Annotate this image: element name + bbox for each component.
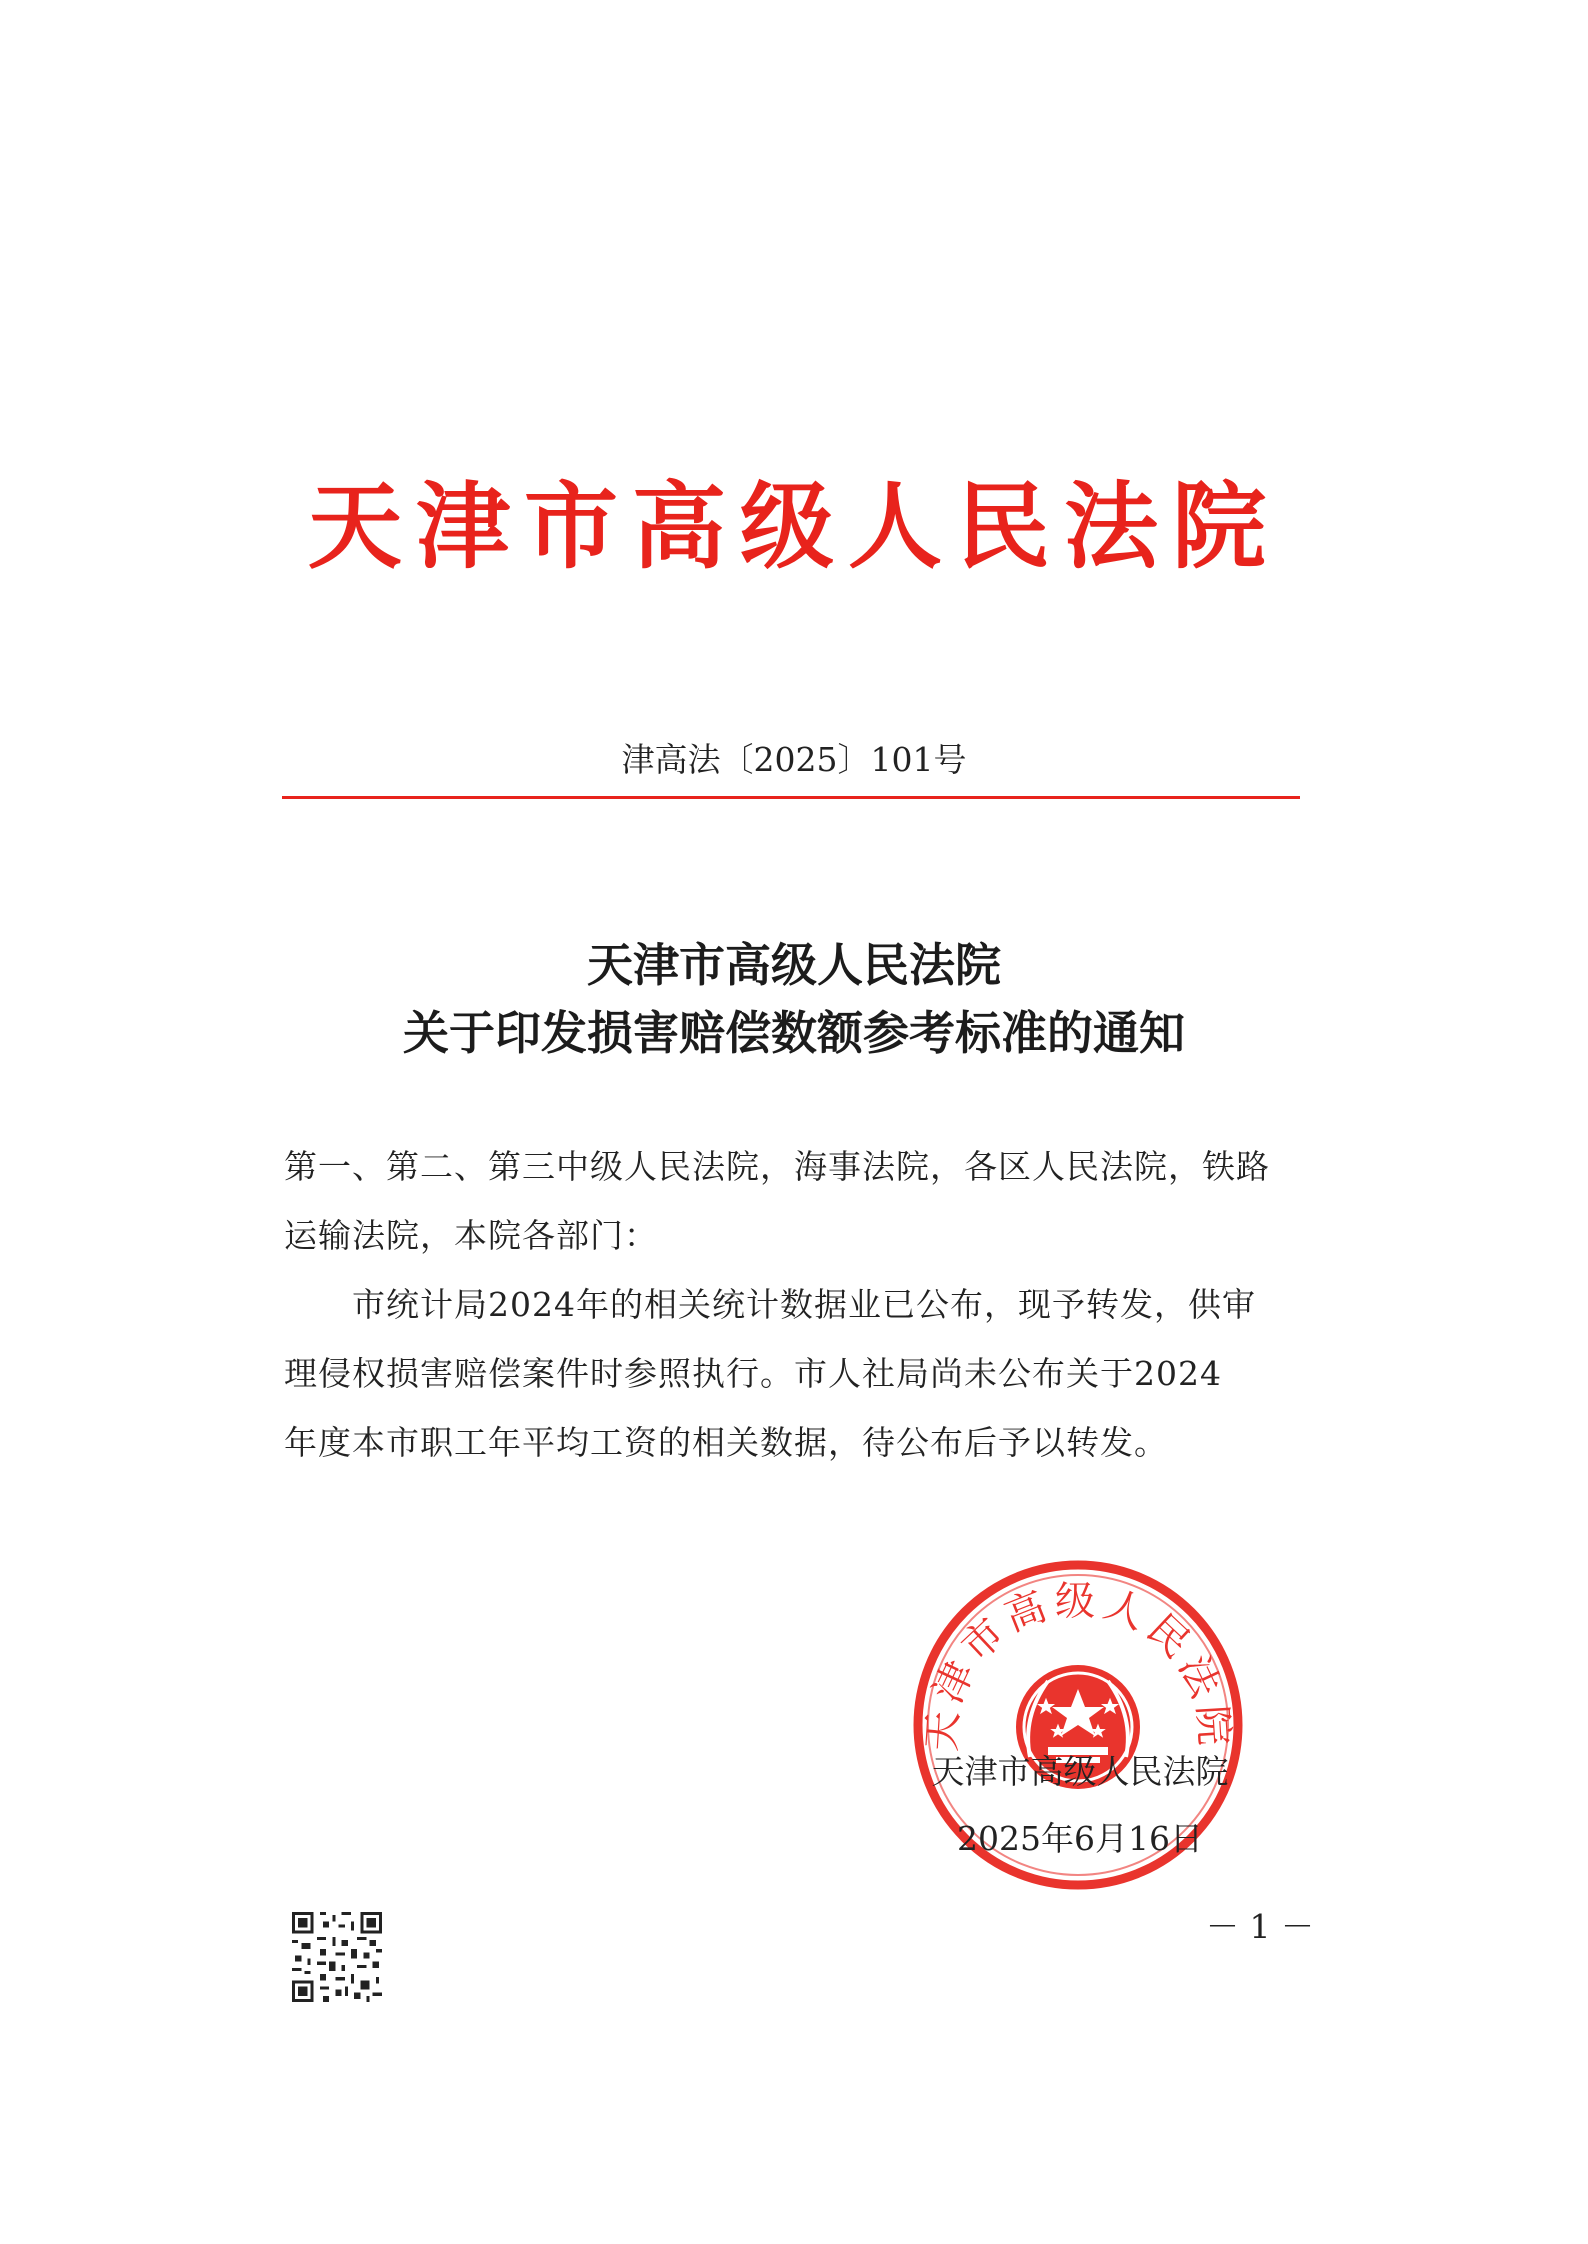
body-line-5: 年度本市职工年平均工资的相关数据，待公布后予以转发。 <box>284 1423 1168 1462</box>
body-line-2: 运输法院，本院各部门： <box>284 1216 658 1255</box>
document-number: 津高法〔2025〕101号 <box>621 740 967 779</box>
seal-lettering: 天津市高级人民法院 <box>918 1578 1238 1753</box>
body-line-1: 第一、第二、第三中级人民法院，海事法院，各区人民法院，铁路 <box>284 1147 1270 1186</box>
body-line-3: 市统计局2024年的相关统计数据业已公布，现予转发，供审 <box>284 1285 1256 1324</box>
signing-organization: 天津市高级人民法院 <box>931 1752 1229 1791</box>
page-number: － 1 － <box>1206 1907 1314 1946</box>
red-divider-line <box>282 796 1300 799</box>
document-title-line-2: 关于印发损害赔偿数额参考标准的通知 <box>403 1006 1185 1060</box>
issuer-red-header: 天津市高级人民法院 <box>307 473 1280 582</box>
document-title-line-1: 天津市高级人民法院 <box>587 938 1001 992</box>
qr-code-icon <box>292 1912 382 2002</box>
signing-date: 2025年6月16日 <box>957 1819 1203 1858</box>
body-line-4: 理侵权损害赔偿案件时参照执行。市人社局尚未公布关于2024 <box>284 1354 1222 1393</box>
